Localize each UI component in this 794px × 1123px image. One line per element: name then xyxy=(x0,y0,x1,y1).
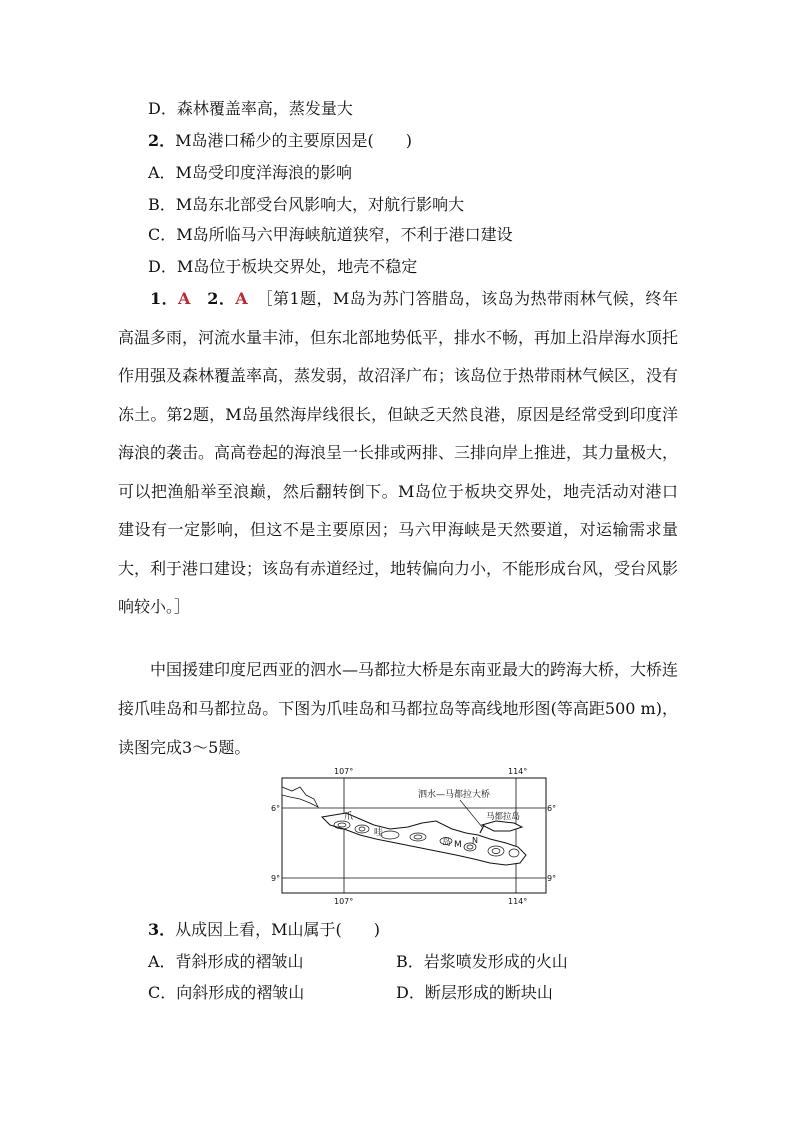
label-lat-9-left: 9° xyxy=(271,874,281,883)
label-lat-9-right: 9° xyxy=(547,874,557,883)
q2-number: 2． xyxy=(148,131,176,150)
island-char-1: 爪 xyxy=(344,812,354,822)
bridge-leader-line xyxy=(460,800,482,827)
answer-2: A xyxy=(235,289,248,308)
q2-option-d: D．M岛位于板块交界处，地壳不稳定 xyxy=(148,257,418,276)
label-lat-6-right: 6° xyxy=(547,804,557,813)
answer-1: A xyxy=(178,289,191,308)
q2-option-c: C．M岛所临马六甲海峡航道狭窄，不利于港口建设 xyxy=(148,225,513,244)
q2-stem-text: M岛港口稀少的主要原因是( ) xyxy=(175,131,413,150)
intro-paragraph: 中国援建印度尼西亚的泗水—马都拉大桥是东南亚最大的跨海大桥，大桥连接爪哇岛和马都拉岛。下图为爪哇岛和马都拉岛等高线地形图(等高距500 m)，读图完成3～5题。 xyxy=(118,660,679,757)
q3-option-c: C．向斜形成的褶皱山 xyxy=(148,983,305,1002)
explanation-text: ［第1题，M岛为苏门答腊岛，该岛为热带雨林气候，终年高温多雨，河流水量丰沛，但东北部地势低平，排水不畅，再加上沿岸海水顶托作用强及森林覆盖率高，蒸发弱，故沼泽广布；该岛位于热带雨林气候区，没有冻土。第2题，M岛虽然海岸线很长，但缺乏天然良港，原因是经常受到印度洋海浪的袭击。高高卷起的海浪呈一长排或两排、三排向岸上推进，其力量极大，可以把渔船举至浪巅，然后翻转倒下。M岛位于板块交界处，地壳活动对港口建设有一定影响，但这不是主要原因；马六甲海峡是天然要道，对运输需求量大，利于港口建设；该岛有赤道经过，地转偏向力小，不能形成台风，受台风影响较小。］ xyxy=(118,289,679,616)
peak-m-label: M xyxy=(454,840,462,850)
q1-option-d: D．森林覆盖率高，蒸发量大 xyxy=(148,99,353,118)
q3-option-a: A．背斜形成的褶皱山 xyxy=(148,952,304,971)
q3-stem-text: 从成因上看，M山属于( ) xyxy=(175,920,381,939)
q3-stem xyxy=(148,917,380,940)
q3-number: 3． xyxy=(148,920,176,939)
q3-option-d: D．断层形成的断块山 xyxy=(396,983,553,1002)
q2-option-a: A．M岛受印度洋海浪的影响 xyxy=(148,163,352,182)
q2-stem xyxy=(148,128,412,151)
q2-option-b: B．M岛东北部受台风影响大，对航行影响大 xyxy=(148,195,465,214)
label-lon-114-top: 114° xyxy=(508,767,528,776)
island-char-2: 哇 xyxy=(374,828,384,838)
label-lon-107-bottom: 107° xyxy=(334,897,354,906)
answer-explanation xyxy=(118,280,678,627)
island-char-3: 岛 xyxy=(442,838,452,848)
bridge-label: 泗水—马都拉大桥 xyxy=(418,790,491,800)
label-lon-107-top: 107° xyxy=(334,767,354,776)
label-lon-114-bottom: 114° xyxy=(508,897,528,906)
label-lat-6-left: 6° xyxy=(271,804,281,813)
answer-2-number: 2． xyxy=(207,289,236,308)
q3-option-b: B．岩浆喷发形成的火山 xyxy=(396,952,568,971)
java-madura-contour-map xyxy=(270,763,560,908)
point-n-label: N xyxy=(472,836,478,845)
suramadu-bridge xyxy=(480,825,484,833)
sumatra-coast xyxy=(282,787,318,807)
madura-label: 马都拉岛 xyxy=(486,812,521,822)
answer-1-number: 1． xyxy=(150,289,178,308)
